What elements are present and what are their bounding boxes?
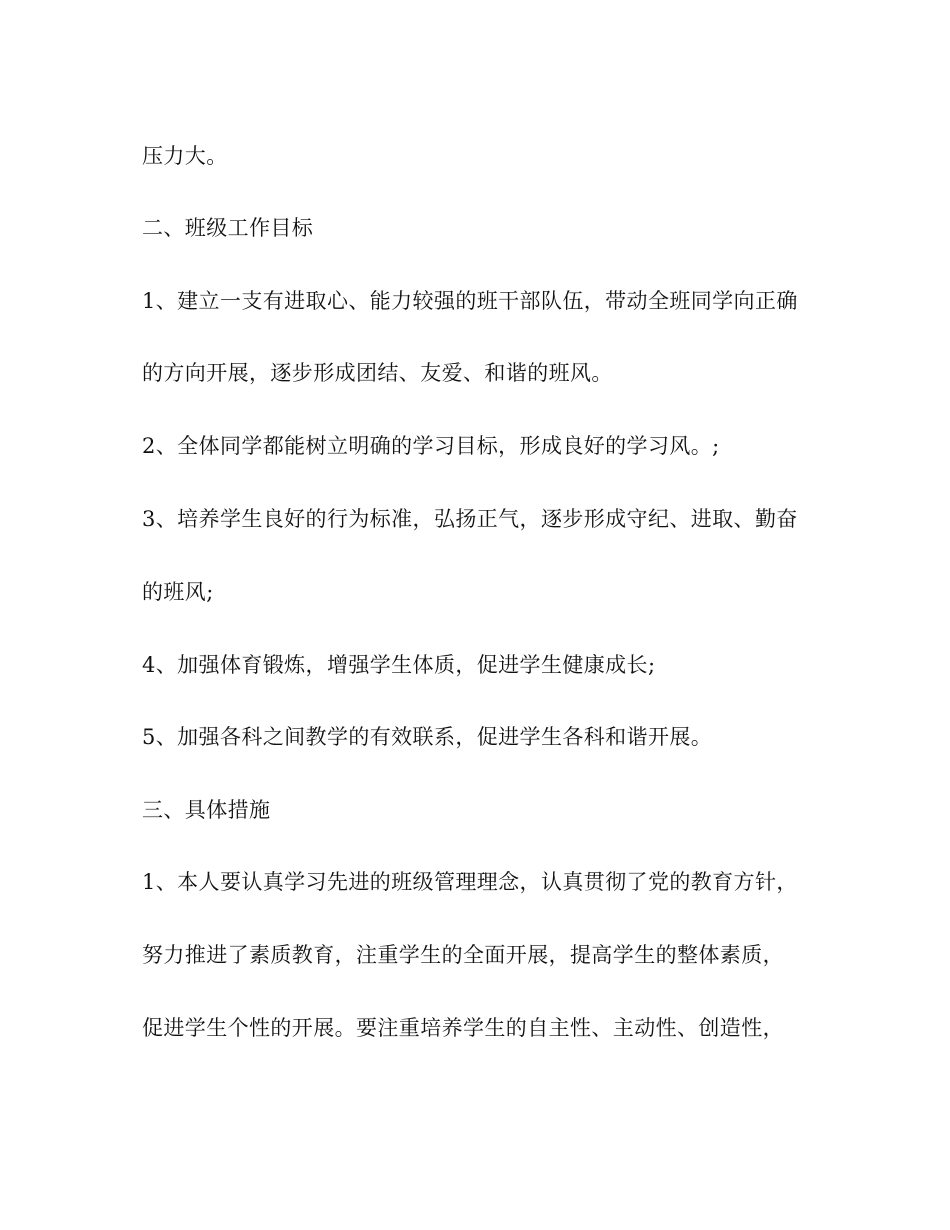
paragraph-line: 5、加强各科之间教学的有效联系，促进学生各科和谐开展。 (142, 725, 713, 749)
section-heading: 三、具体措施 (142, 798, 271, 822)
paragraph-line: 努力推进了素质教育，注重学生的全面开展，提高学生的整体素质， (142, 943, 784, 967)
paragraph-line: 的班风; (142, 580, 214, 604)
paragraph-line: 促进学生个性的开展。要注重培养学生的自主性、主动性、创造性， (142, 1016, 784, 1040)
section-heading: 二、班级工作目标 (142, 216, 314, 240)
paragraph-line: 的方向开展，逐步形成团结、友爱、和谐的班风。 (142, 361, 613, 385)
paragraph-line: 2、全体同学都能树立明确的学习目标，形成良好的学习风。; (142, 434, 720, 458)
paragraph-line: 压力大。 (142, 144, 228, 168)
paragraph-line: 1、本人要认真学习先进的班级管理理念，认真贯彻了党的教育方针， (142, 870, 798, 894)
paragraph-line: 3、培养学生良好的行为标准，弘扬正气，逐步形成守纪、进取、勤奋 (142, 507, 798, 531)
paragraph-line: 4、加强体育锻炼，增强学生体质，促进学生健康成长; (142, 653, 656, 677)
paragraph-line: 1、建立一支有进取心、能力较强的班干部队伍，带动全班同学向正确 (142, 289, 798, 313)
